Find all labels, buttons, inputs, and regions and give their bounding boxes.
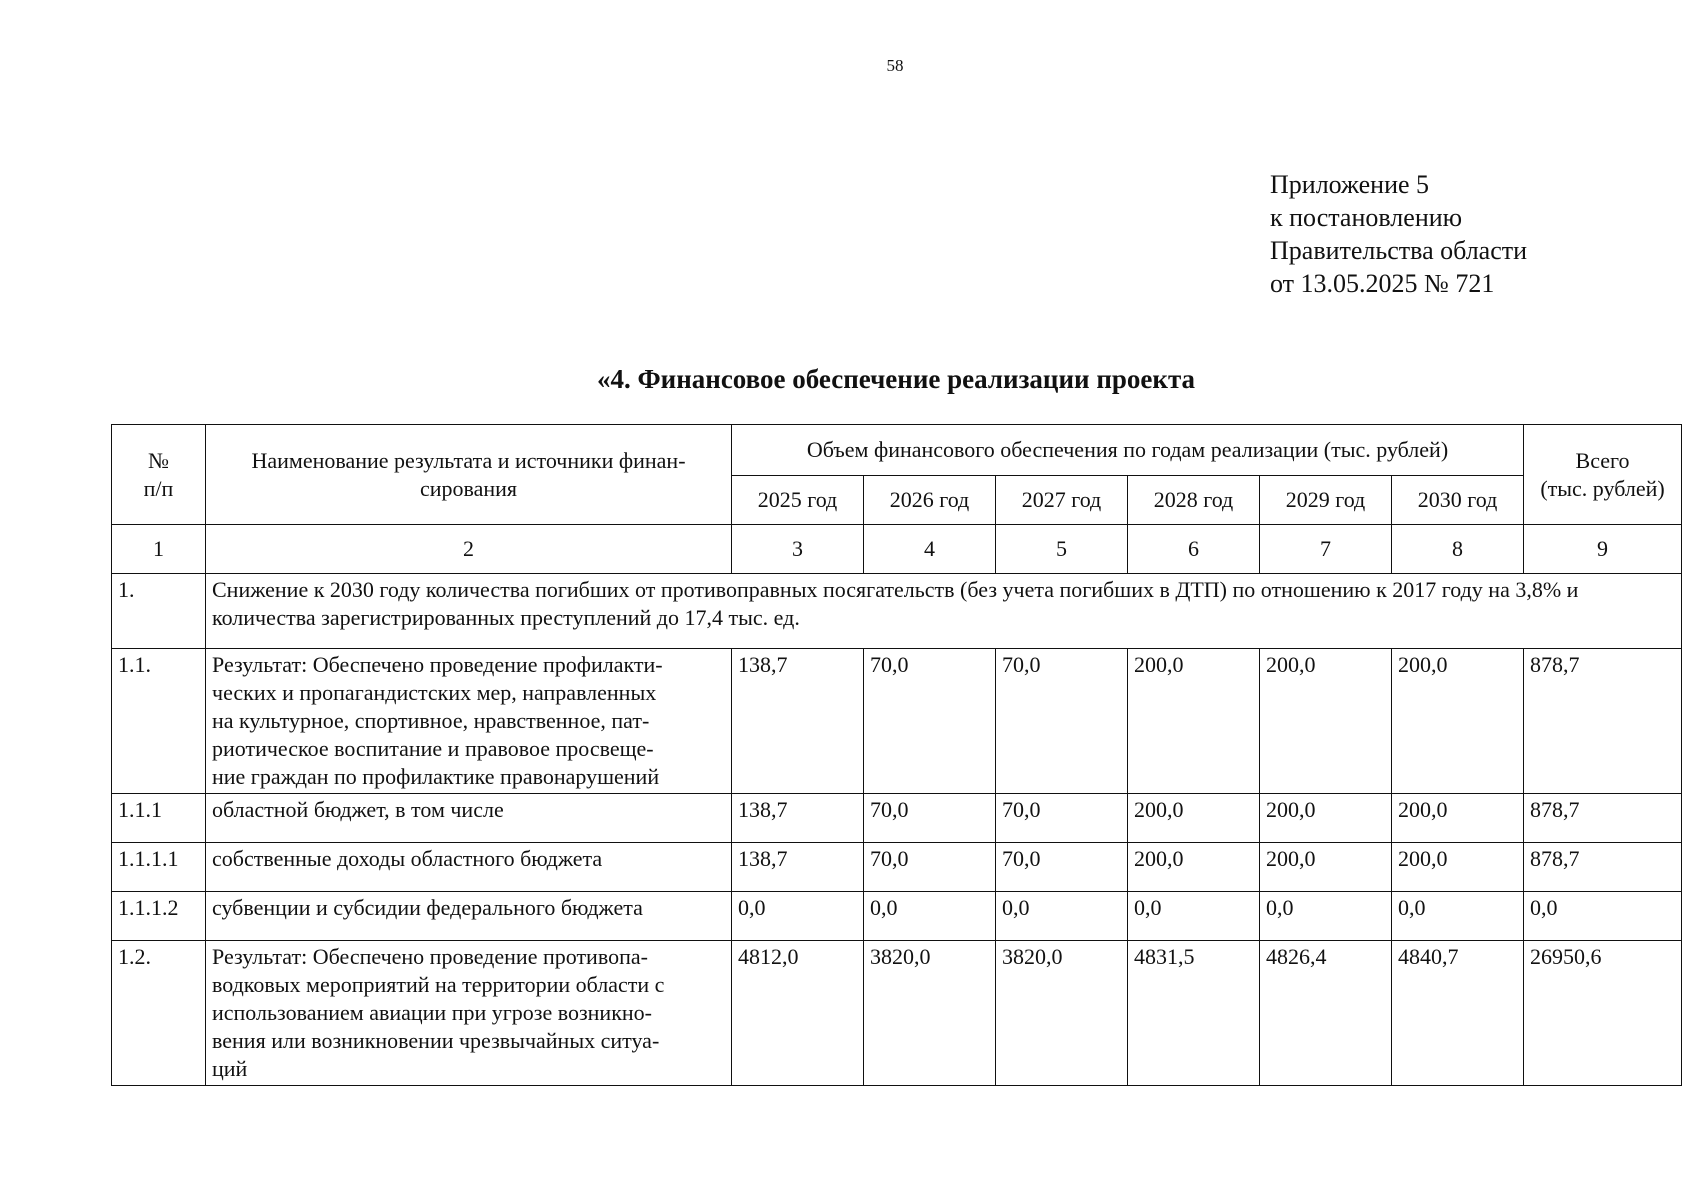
- column-number: 2: [206, 525, 732, 574]
- column-number: 7: [1260, 525, 1392, 574]
- appendix-block: [1270, 168, 1527, 300]
- financing-table: [111, 424, 1682, 1086]
- column-number: 9: [1524, 525, 1682, 574]
- row-value: 0,0: [864, 892, 996, 941]
- row-num: 1.1.1.1: [112, 843, 206, 892]
- row-total: 878,7: [1524, 843, 1682, 892]
- table-row: [112, 843, 1682, 892]
- appendix-line: Правительства области: [1270, 236, 1528, 265]
- row-value: 3820,0: [864, 941, 996, 1086]
- row-value: 200,0: [1392, 843, 1524, 892]
- row-name: Результат: Обеспечено проведение противопа- водковых мероприятий на территории области с использованием авиации при угрозе возникно- вения или возникновении чрезвычайных ситуа- ций: [206, 941, 732, 1086]
- header-year: 2028 год: [1128, 476, 1260, 525]
- section-row: [112, 574, 1682, 649]
- header-year: 2026 год: [864, 476, 996, 525]
- header-year: 2030 год: [1392, 476, 1524, 525]
- row-num: 1.2.: [112, 941, 206, 1086]
- column-number: 8: [1392, 525, 1524, 574]
- header-volume: Объем финансового обеспечения по годам реализации (тыс. рублей): [732, 425, 1524, 476]
- row-total: 878,7: [1524, 649, 1682, 794]
- row-value: 200,0: [1260, 649, 1392, 794]
- column-number: 4: [864, 525, 996, 574]
- section-text: Снижение к 2030 году количества погибших от противоправных посягательств (без учета погибших в ДТП) по отношению к 2017 году на 3,8% и количества зарегистрированных преступлений до 17,4 тыс. ед.: [206, 574, 1682, 649]
- page-number: 58: [886, 56, 904, 75]
- row-value: 70,0: [996, 649, 1128, 794]
- row-name: Результат: Обеспечено проведение профилакти- ческих и пропагандистских мер, направленных на культурное, спортивное, нравственное, пат- риотическое воспитание и правовое просвеще- ние граждан по профилактике правонарушений: [206, 649, 732, 794]
- header-year: 2027 год: [996, 476, 1128, 525]
- row-value: 4840,7: [1392, 941, 1524, 1086]
- table-row: [112, 941, 1682, 1086]
- row-total: 26950,6: [1524, 941, 1682, 1086]
- row-name: областной бюджет, в том числе: [206, 794, 732, 843]
- table-row: [112, 892, 1682, 941]
- row-value: 0,0: [1128, 892, 1260, 941]
- appendix-line: к постановлению: [1270, 203, 1463, 232]
- header-year: 2025 год: [732, 476, 864, 525]
- row-value: 200,0: [1260, 794, 1392, 843]
- row-value: 0,0: [1260, 892, 1392, 941]
- appendix-line: от 13.05.2025 № 721: [1270, 269, 1495, 298]
- row-num: 1.1.1.2: [112, 892, 206, 941]
- row-total: 0,0: [1524, 892, 1682, 941]
- column-number: 5: [996, 525, 1128, 574]
- row-value: 138,7: [732, 843, 864, 892]
- row-value: 0,0: [732, 892, 864, 941]
- row-value: 200,0: [1260, 843, 1392, 892]
- row-value: 200,0: [1128, 794, 1260, 843]
- row-value: 70,0: [996, 843, 1128, 892]
- row-name: собственные доходы областного бюджета: [206, 843, 732, 892]
- row-num: 1.: [112, 574, 206, 649]
- header-year: 2029 год: [1260, 476, 1392, 525]
- row-num: 1.1.1: [112, 794, 206, 843]
- row-value: 4826,4: [1260, 941, 1392, 1086]
- row-value: 138,7: [732, 794, 864, 843]
- row-value: 200,0: [1392, 649, 1524, 794]
- row-num: 1.1.: [112, 649, 206, 794]
- row-value: 200,0: [1128, 843, 1260, 892]
- column-number: 6: [1128, 525, 1260, 574]
- row-value: 0,0: [1392, 892, 1524, 941]
- row-value: 4812,0: [732, 941, 864, 1086]
- header-num: № п/п: [112, 425, 206, 525]
- row-total: 878,7: [1524, 794, 1682, 843]
- row-value: 70,0: [864, 794, 996, 843]
- row-value: 70,0: [996, 794, 1128, 843]
- table-row: [112, 649, 1682, 794]
- row-value: 138,7: [732, 649, 864, 794]
- column-number: 3: [732, 525, 864, 574]
- row-value: 4831,5: [1128, 941, 1260, 1086]
- appendix-line: Приложение 5: [1270, 170, 1430, 199]
- row-value: 70,0: [864, 649, 996, 794]
- row-value: 3820,0: [996, 941, 1128, 1086]
- document-title: «4. Финансовое обеспечение реализации проекта: [596, 364, 1196, 394]
- row-name: субвенции и субсидии федерального бюджета: [206, 892, 732, 941]
- row-value: 0,0: [996, 892, 1128, 941]
- row-value: 70,0: [864, 843, 996, 892]
- row-value: 200,0: [1392, 794, 1524, 843]
- header-name: Наименование результата и источники финан- сирования: [206, 425, 732, 525]
- table-row: [112, 794, 1682, 843]
- header-total: Всего (тыс. рублей): [1524, 425, 1682, 525]
- row-value: 200,0: [1128, 649, 1260, 794]
- column-number: 1: [112, 525, 206, 574]
